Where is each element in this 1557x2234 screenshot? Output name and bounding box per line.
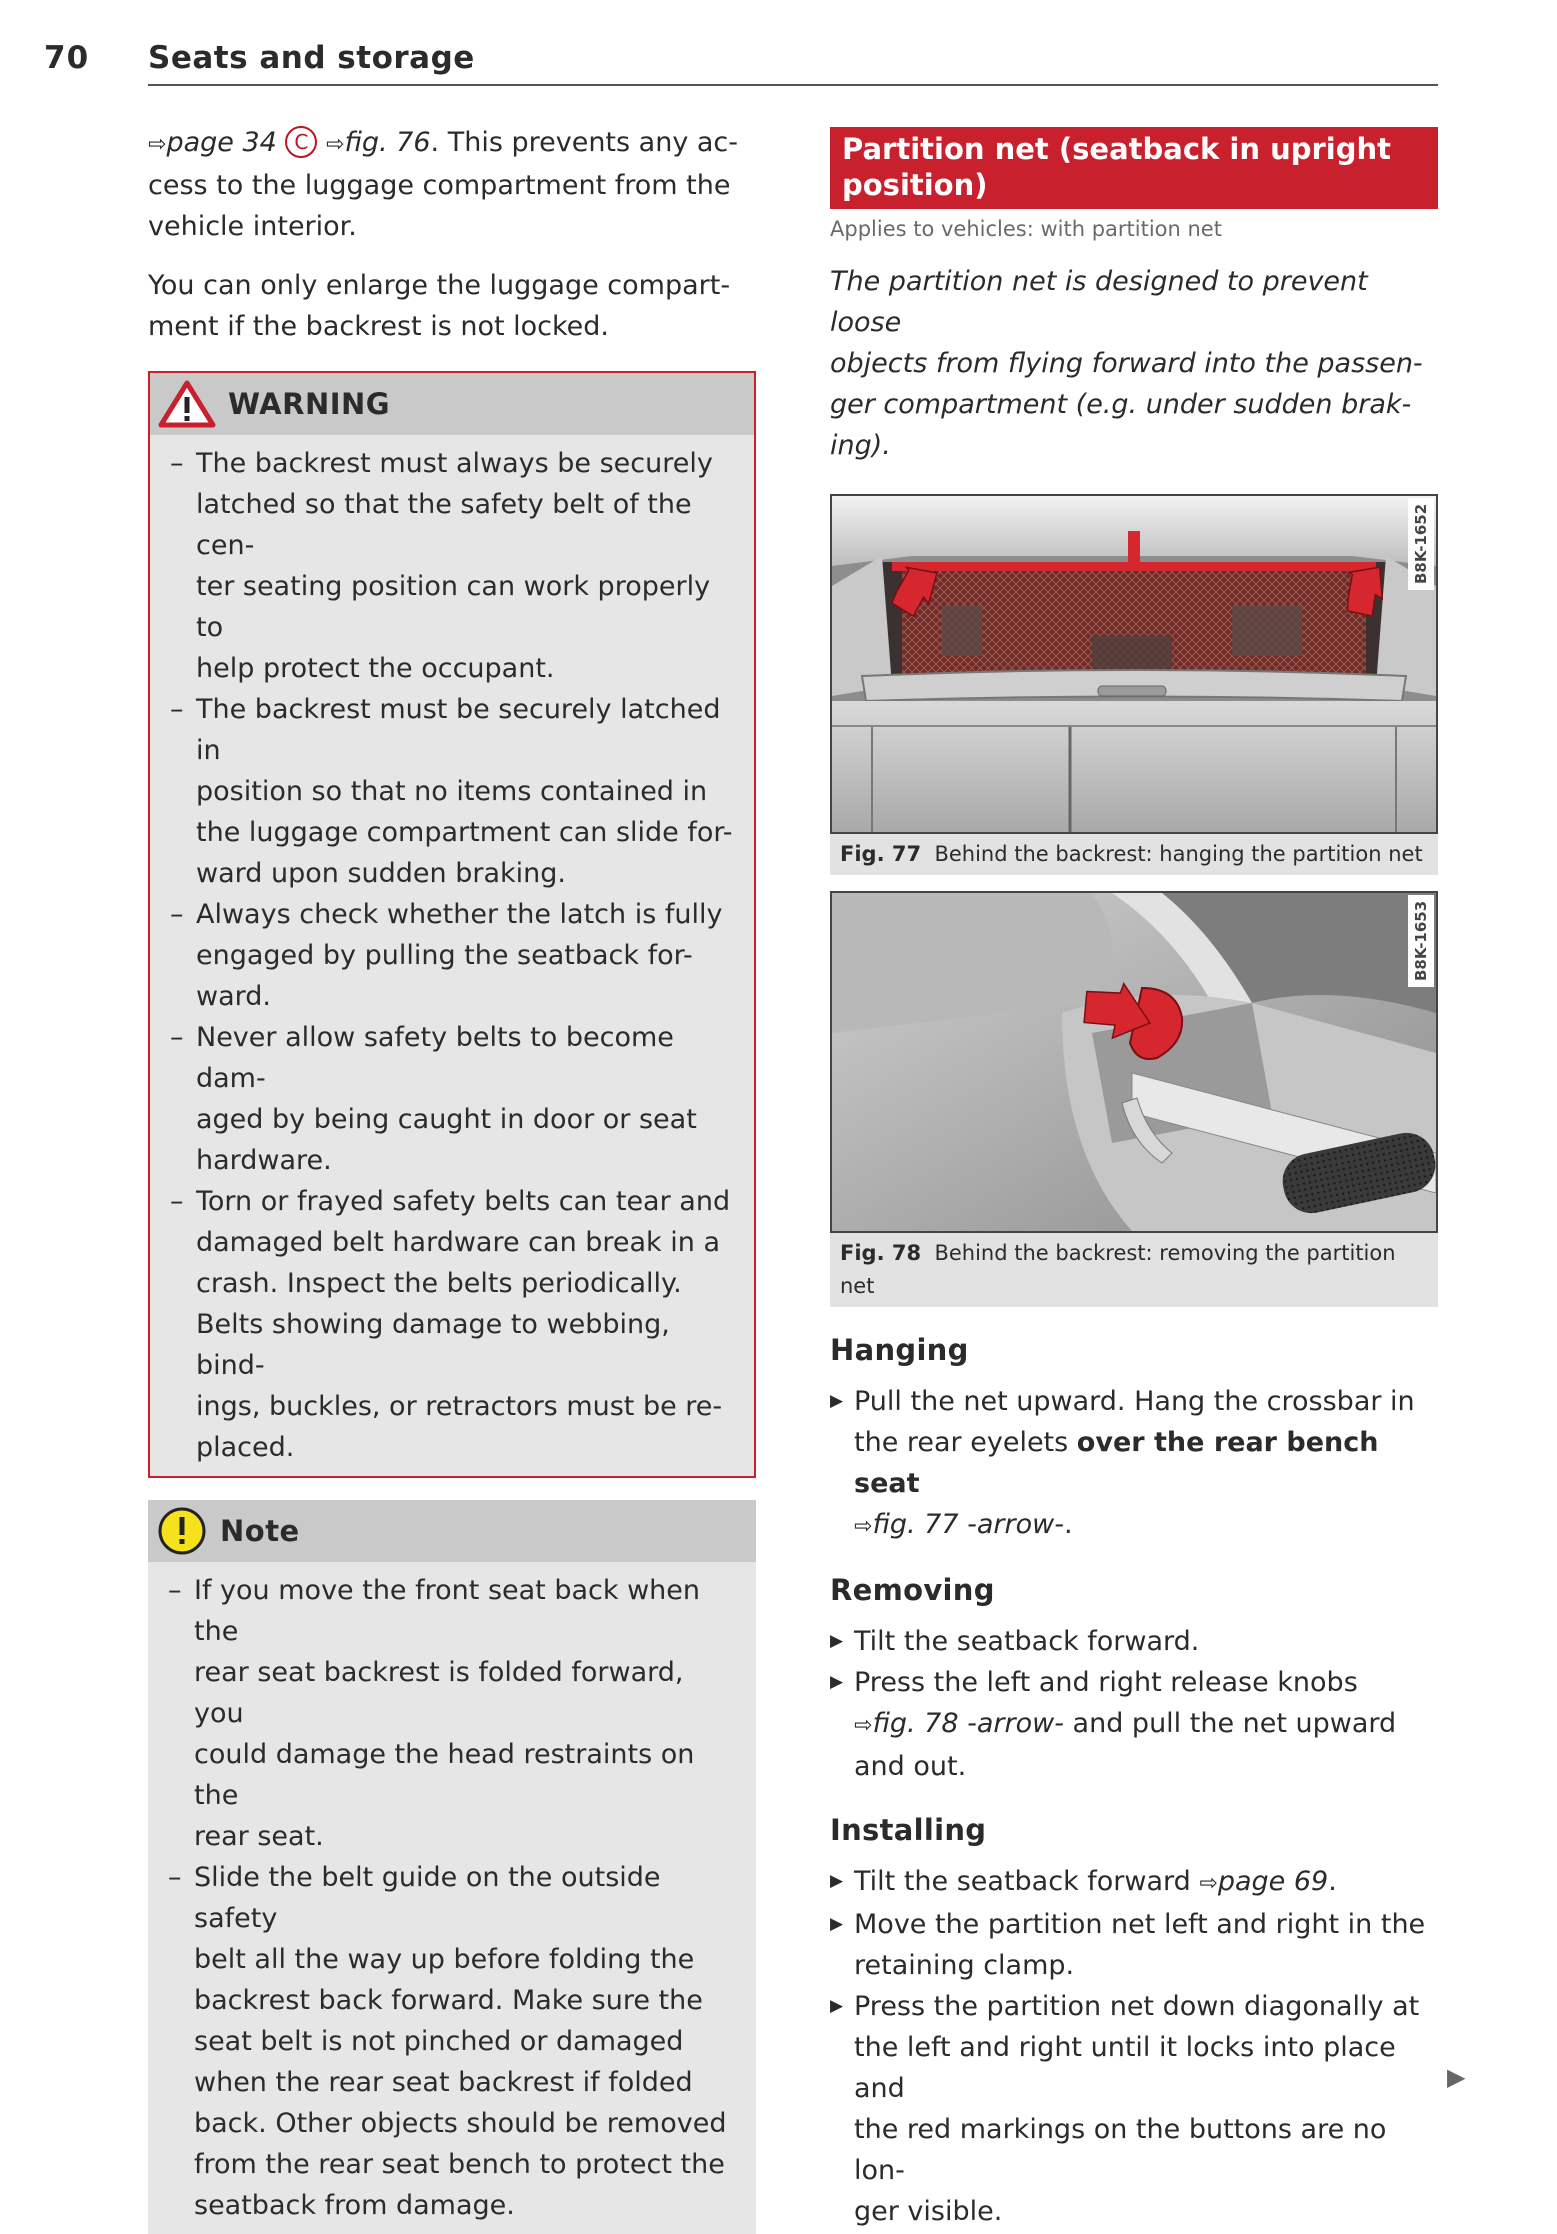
warning-triangle-icon — [158, 380, 216, 428]
warning-header — [150, 373, 754, 435]
hanging-heading: Hanging — [830, 1333, 969, 1367]
bullet-triangle-icon: ▶ — [830, 1672, 844, 1692]
bullet-triangle-icon: ▶ — [830, 1631, 844, 1651]
warning-item: – Never allow safety belts to become dam- aged by being caught in door or seat hardware. — [170, 1022, 697, 1176]
warning-box — [148, 371, 756, 1478]
hanging-steps — [830, 1381, 1438, 1547]
warning-title: WARNING — [228, 387, 391, 421]
figure-78 — [830, 891, 1438, 1307]
step-item: ▶ Tilt the seatback forward ⇨page 69. — [830, 1861, 1438, 1904]
note-item: – If you move the front seat back when the rear seat backrest is folded forward, you could damage the head restraints on the rear seat. — [168, 1575, 700, 1852]
installing-steps — [830, 1861, 1438, 2232]
removing-heading: Removing — [830, 1573, 995, 1607]
warning-item: – The backrest must be securely latched in position so that no items contained in the luggage compartment can slide for- ward upon sudden braking. — [170, 694, 733, 889]
figure-77-image — [830, 494, 1438, 834]
bullet-triangle-icon: ▶ — [830, 1391, 844, 1411]
note-exclamation-icon — [156, 1505, 208, 1557]
intro-paragraph: The partition net is designed to prevent loose objects from flying forward into the passen- ger compartment (e.g. under sudden brak- ing). — [830, 266, 1423, 461]
note-header — [148, 1500, 756, 1562]
note-item: – Slide the belt guide on the outside safety belt all the way up before folding the backrest back forward. Make sure the seat belt is not pinched or damaged when the rear seat backrest if folded back. Other objects should be removed from the rear seat bench to protect the seatback from damage. — [168, 1862, 727, 2221]
fig-ref-link[interactable]: fig. 76 — [344, 127, 431, 158]
partition-net-heading: Partition net (seatback in upright position) — [830, 127, 1438, 209]
note-list — [148, 1562, 756, 2234]
page-header — [0, 0, 1557, 90]
circle-c-icon: C — [285, 126, 317, 158]
warning-item: – Always check whether the latch is fully engaged by pulling the seatback for- ward. — [170, 899, 723, 1012]
warning-list — [150, 435, 754, 1476]
step-item: ▶ Press the left and right release knobs ⇨fig. 78 -arrow- and pull the net upward and out. — [830, 1662, 1438, 1787]
paragraph-continuation — [148, 122, 756, 247]
step-item: ▶ Move the partition net left and right in the retaining clamp. — [830, 1904, 1438, 1986]
paragraph-text: cess to the luggage compartment from the — [148, 170, 731, 201]
bullet-triangle-icon: ▶ — [830, 1871, 844, 1891]
page-number: 70 — [44, 40, 90, 76]
applies-to-note: Applies to vehicles: with partition net — [830, 217, 1222, 241]
bullet-triangle-icon: ▶ — [830, 1996, 844, 2016]
figure-77 — [830, 494, 1438, 875]
installing-heading: Installing — [830, 1813, 987, 1847]
page-ref-link[interactable]: page 34 — [166, 127, 277, 158]
xref-arrow-icon: ⇨ — [148, 132, 167, 157]
figure-77-caption: Fig. 77 Behind the backrest: hanging the partition net — [840, 842, 1423, 866]
right-column — [830, 127, 1438, 2232]
note-title: Note — [220, 1514, 300, 1548]
figure-78-code: B8K-1653 — [1408, 895, 1434, 987]
partition-net-hanging-illustration — [832, 496, 1436, 832]
section-title: Seats and storage — [148, 40, 475, 76]
figure-77-code: B8K-1652 — [1408, 498, 1434, 590]
fig-ref-link[interactable]: fig. 77 -arrow- — [872, 1509, 1064, 1540]
figure-78-caption: Fig. 78 Behind the backrest: removing the partition net — [840, 1241, 1396, 1298]
paragraph-text: You can only enlarge the luggage compart- — [148, 270, 731, 301]
release-knob-illustration — [832, 893, 1436, 1231]
page-ref-link[interactable]: page 69 — [1217, 1866, 1329, 1897]
left-column — [148, 122, 756, 2234]
figure-78-image — [830, 891, 1438, 1233]
xref-arrow-icon: ⇨ — [854, 1514, 873, 1539]
paragraph-enlarge — [148, 265, 756, 347]
paragraph-text: vehicle interior. — [148, 211, 357, 242]
warning-item: – Torn or frayed safety belts can tear and damaged belt hardware can break in a crash. Inspect the belts periodically. Belts showing damage to webbing, bind- ings, buckles, or retractors must be re- placed. — [170, 1186, 731, 1463]
next-page-arrow-icon[interactable]: ▶ — [1447, 2063, 1466, 2091]
step-item: ▶ Tilt the seatback forward. — [830, 1621, 1438, 1662]
warning-item: – The backrest must always be securely latched so that the safety belt of the cen- ter seating position can work properly to help protect the occupant. — [170, 448, 713, 684]
paragraph-text: . This prevents any ac- — [430, 127, 739, 158]
note-box — [148, 1500, 756, 2234]
paragraph-text: ment if the backrest is not locked. — [148, 311, 610, 342]
step-item: ▶ Pull the net upward. Hang the crossbar in the rear eyelets over the rear bench seat ⇨fig. 77 -arrow-. — [830, 1381, 1438, 1547]
step-item: ▶ Press the partition net down diagonally at the left and right until it locks into place and the red markings on the buttons are no lon- ger visible. — [830, 1986, 1438, 2232]
fig-ref-link[interactable]: fig. 78 -arrow- — [872, 1708, 1064, 1739]
xref-arrow-icon: ⇨ — [326, 132, 345, 157]
removing-steps — [830, 1621, 1438, 1787]
header-divider — [148, 84, 1438, 86]
xref-arrow-icon: ⇨ — [1199, 1871, 1218, 1896]
bullet-triangle-icon: ▶ — [830, 1914, 844, 1934]
xref-arrow-icon: ⇨ — [854, 1713, 873, 1738]
